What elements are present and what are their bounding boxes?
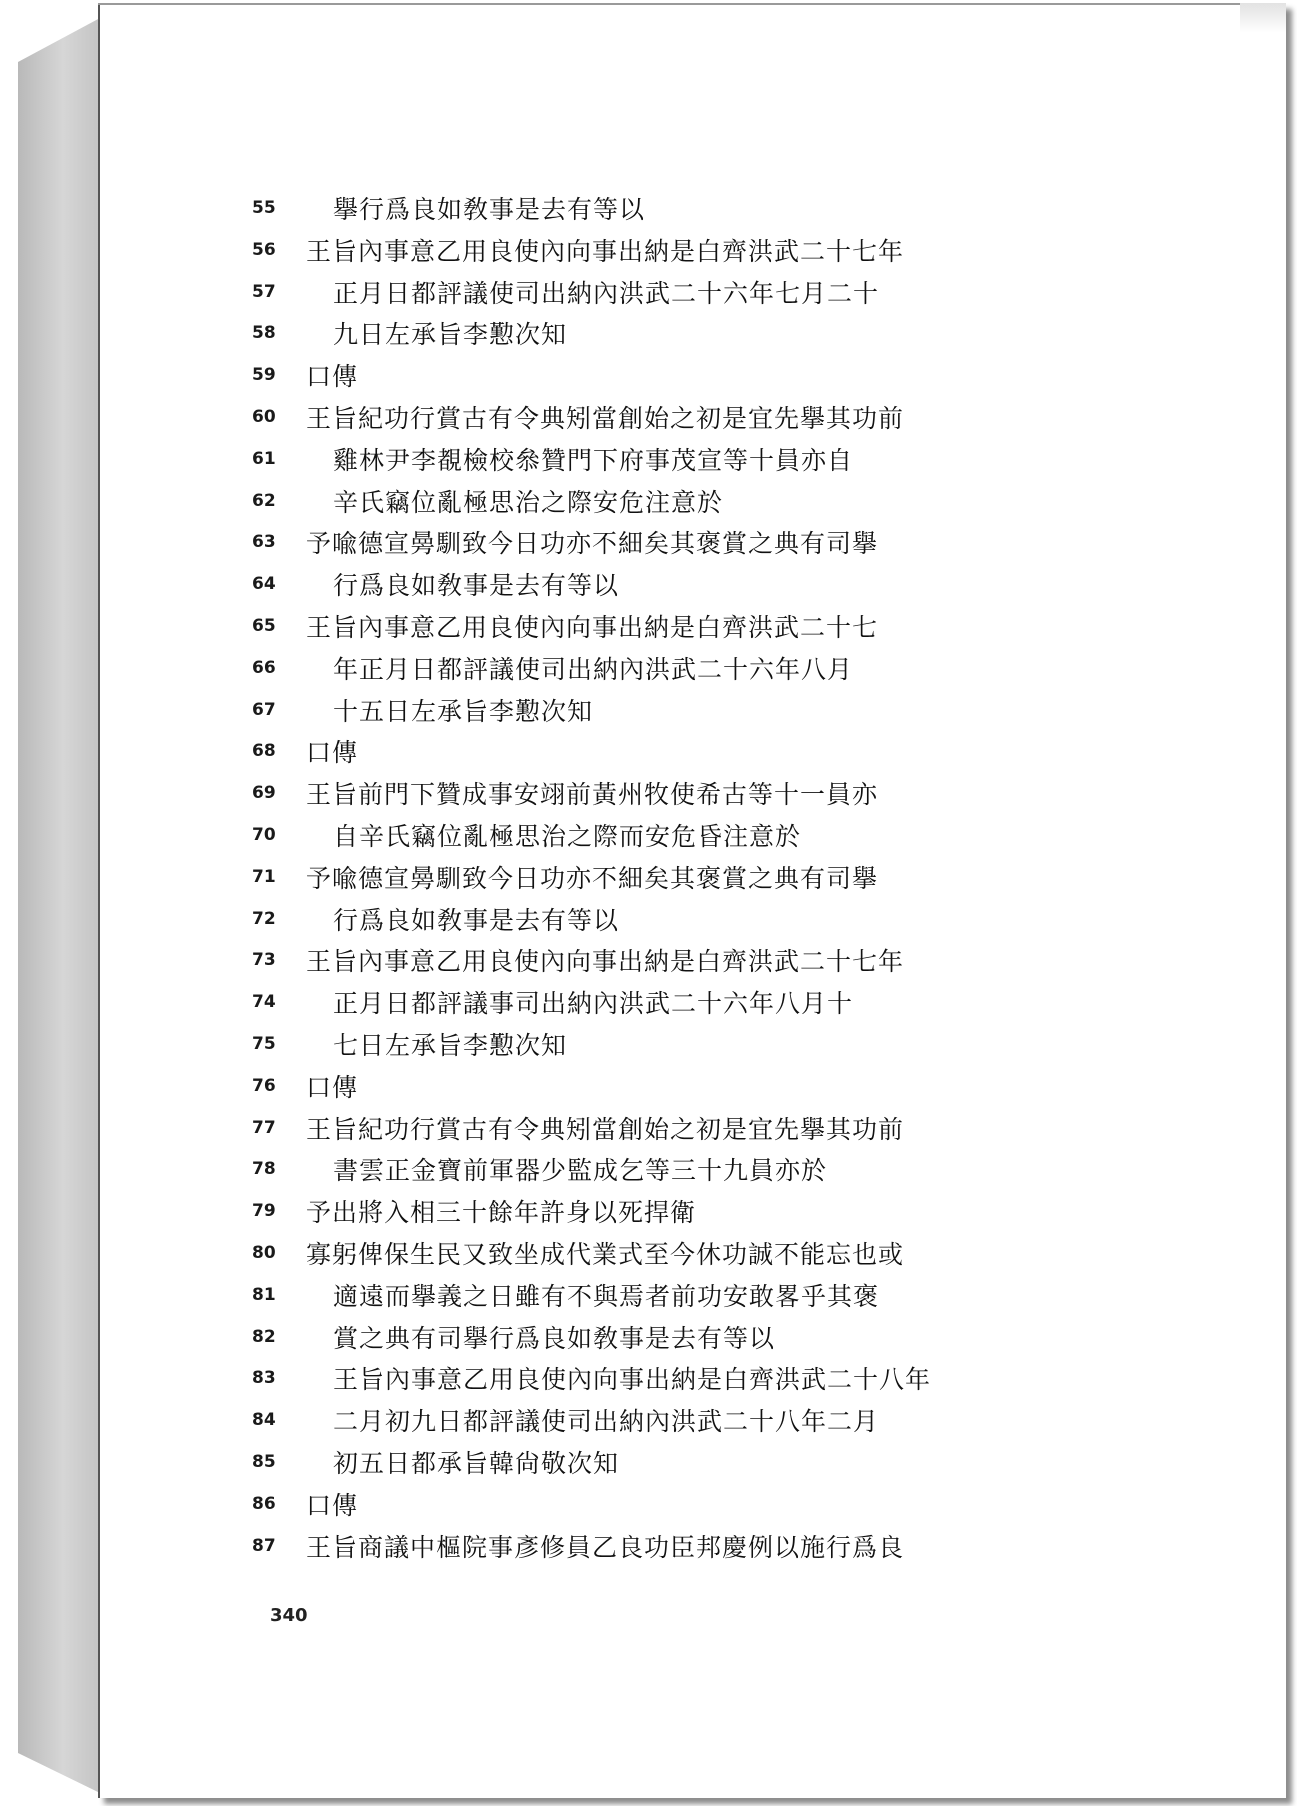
line-text: 王旨內事意乙用良使內向事出納是白齊洪武二十七 bbox=[306, 613, 879, 642]
line-text: 正月日都評議使司出納內洪武二十六年七月二十 bbox=[333, 278, 880, 308]
line-number: 80 bbox=[252, 1243, 276, 1263]
line-text: 王旨內事意乙用良使內向事出納是白齊洪武二十七年 bbox=[306, 236, 905, 266]
line-text: 書雲正金寶前軍器少監成乞等三十九員亦於 bbox=[333, 1156, 828, 1186]
line-number: 62 bbox=[252, 490, 276, 511]
line-text: 七日左承旨李懃次知 bbox=[333, 1031, 568, 1060]
line-number: 65 bbox=[252, 616, 276, 636]
line-number: 61 bbox=[252, 448, 276, 469]
line-text: 行爲良如敎事是去有等以 bbox=[333, 571, 620, 601]
page-number: 340 bbox=[270, 1605, 308, 1626]
line-number: 71 bbox=[252, 866, 276, 887]
line-number: 58 bbox=[252, 323, 276, 344]
line-number: 75 bbox=[252, 1034, 276, 1054]
line-number: 79 bbox=[252, 1201, 276, 1222]
line-number: 67 bbox=[252, 699, 276, 720]
line-number: 86 bbox=[252, 1493, 276, 1514]
line-number: 84 bbox=[252, 1410, 276, 1431]
line-number: 82 bbox=[252, 1326, 276, 1347]
line-text: 予喩德宣㬅馴致今日功亦不細矣其褒賞之典有司擧 bbox=[306, 863, 879, 893]
line-number: 70 bbox=[252, 825, 276, 845]
line-text: 正月日都評議事司出納內洪武二十六年八月十 bbox=[333, 989, 854, 1019]
line-number: 60 bbox=[252, 407, 276, 427]
line-number: 64 bbox=[252, 574, 276, 595]
line-number: 87 bbox=[252, 1535, 276, 1556]
line-number: 74 bbox=[252, 992, 276, 1013]
line-number: 69 bbox=[252, 783, 276, 804]
line-text: 適遠而擧義之日雖有不與焉者前功安敢畧乎其褒 bbox=[333, 1281, 880, 1311]
line-text: 予喩德宣㬅馴致今日功亦不細矣其褒賞之典有司擧 bbox=[306, 529, 879, 559]
line-text: 二月初九日都評議使司出納內洪武二十八年二月 bbox=[333, 1407, 880, 1437]
line-text: 初五日都承旨韓尙敬次知 bbox=[333, 1449, 620, 1478]
line-text: 口傳 bbox=[306, 362, 359, 392]
line-number: 55 bbox=[252, 198, 276, 218]
line-number: 56 bbox=[252, 239, 276, 260]
page-corner-shade bbox=[1240, 3, 1286, 33]
line-number: 68 bbox=[252, 741, 276, 762]
line-text: 賞之典有司擧行爲良如敎事是去有等以 bbox=[333, 1323, 776, 1353]
line-number: 63 bbox=[252, 532, 276, 553]
line-number: 78 bbox=[252, 1159, 276, 1180]
line-text: 口傳 bbox=[306, 1490, 359, 1520]
line-number: 59 bbox=[252, 365, 276, 386]
line-text: 雞林尹李覩檢校叅贊門下府事茂宣等十員亦自 bbox=[333, 445, 854, 475]
line-text: 擧行爲良如敎事是去有等以 bbox=[333, 195, 646, 224]
line-text: 口傳 bbox=[306, 738, 359, 768]
line-number: 81 bbox=[252, 1284, 276, 1305]
line-text: 王旨紀功行賞古有令典矧當創始之初是宜先擧其功前 bbox=[306, 404, 905, 433]
line-text: 辛氏竊位亂極思治之際安危注意於 bbox=[333, 487, 724, 517]
line-number: 77 bbox=[252, 1117, 276, 1138]
page-top-edge bbox=[98, 3, 1286, 5]
line-number: 73 bbox=[252, 950, 276, 971]
line-text: 寡躬俾保生民又致坐成代業式至今休功誠不能忘也或 bbox=[306, 1240, 905, 1269]
line-number: 72 bbox=[252, 908, 276, 929]
line-text: 九日左承旨李懃次知 bbox=[333, 320, 568, 350]
line-text: 王旨內事意乙用良使內向事出納是白齊洪武二十七年 bbox=[306, 947, 905, 977]
line-text: 年正月日都評議使司出納內洪武二十六年八月 bbox=[333, 654, 854, 684]
line-text: 王旨前門下贊成事安翊前黃州牧使希古等十一員亦 bbox=[306, 780, 879, 810]
book-spine bbox=[18, 18, 100, 1793]
line-number: 66 bbox=[252, 657, 276, 678]
line-number: 57 bbox=[252, 281, 276, 302]
line-text: 予出將入相三十餘年許身以死捍衛 bbox=[306, 1198, 697, 1228]
line-text: 王旨內事意乙用良使內向事出納是白齊洪武二十八年 bbox=[333, 1365, 932, 1395]
line-text: 王旨紀功行賞古有令典矧當創始之初是宜先擧其功前 bbox=[306, 1114, 905, 1144]
line-text: 王旨商議中樞院事彥修員乙良功臣邦慶例以施行爲良 bbox=[306, 1532, 905, 1562]
line-text: 自辛氏竊位亂極思治之際而安危昏注意於 bbox=[333, 822, 802, 851]
line-text: 口傳 bbox=[306, 1072, 359, 1102]
line-text: 行爲良如敎事是去有等以 bbox=[333, 905, 620, 935]
line-text: 十五日左承旨李懃次知 bbox=[333, 696, 594, 726]
line-number: 85 bbox=[252, 1452, 276, 1472]
line-number: 83 bbox=[252, 1368, 276, 1389]
line-number: 76 bbox=[252, 1075, 276, 1096]
